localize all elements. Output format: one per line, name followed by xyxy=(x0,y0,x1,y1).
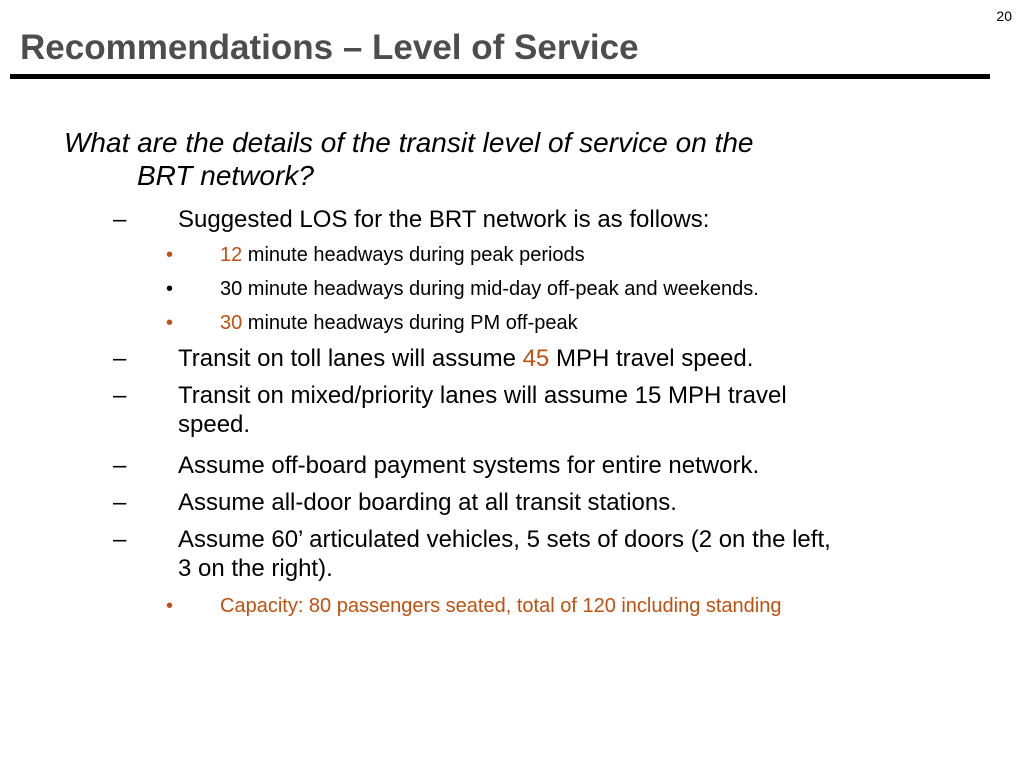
peak-headway-text xyxy=(220,243,585,267)
pm-headway-value: 30 xyxy=(220,312,243,334)
toll-lanes-speed-value: 45 xyxy=(522,345,550,372)
toll-lanes-before: Transit on toll lanes will assume xyxy=(178,345,523,372)
dot-bullet: • xyxy=(166,595,174,617)
capacity-text: Capacity: 80 passengers seated, total of 120 including standing xyxy=(220,595,782,617)
toll-lanes-after: MPH travel speed. xyxy=(549,345,754,372)
dash-bullet: – xyxy=(113,206,127,233)
vehicles-line-2: 3 on the right). xyxy=(178,555,333,582)
pm-headway-label: minute headways during PM off-peak xyxy=(242,312,578,334)
midday-headway-text: 30 minute headways during mid-day off-peak and weekends. xyxy=(220,278,759,300)
payment-text: Assume off-board payment systems for entire network. xyxy=(178,452,760,479)
boarding-text: Assume all-door boarding at all transit stations. xyxy=(178,489,677,516)
dash-bullet: – xyxy=(113,526,127,553)
peak-headway-value: 12 xyxy=(220,244,243,266)
dash-bullet: – xyxy=(113,382,127,409)
dash-bullet: – xyxy=(113,452,127,479)
question-heading xyxy=(64,126,964,192)
dash-bullet: – xyxy=(113,345,127,372)
mixed-lanes-line-2: speed. xyxy=(178,411,251,438)
toll-lanes-text xyxy=(178,344,753,373)
peak-headway-label: minute headways during peak periods xyxy=(242,244,585,266)
pm-headway-text xyxy=(220,311,578,335)
question-line-1: What are the details of the transit level of service on the xyxy=(64,127,754,158)
mixed-lanes-text xyxy=(178,381,787,439)
dot-bullet: • xyxy=(166,278,174,300)
los-intro-text: Suggested LOS for the BRT network is as follows: xyxy=(178,206,710,233)
dash-bullet: – xyxy=(113,489,127,516)
dot-bullet: • xyxy=(166,312,174,334)
title-underline xyxy=(10,74,990,79)
question-line-2: BRT network? xyxy=(137,160,314,191)
mixed-lanes-line-1: Transit on mixed/priority lanes will assume 15 MPH travel xyxy=(178,382,787,409)
slide-title: Recommendations – Level of Service xyxy=(20,28,639,67)
page-number: 20 xyxy=(996,8,1012,24)
vehicles-text xyxy=(178,525,831,583)
dot-bullet: • xyxy=(166,244,174,266)
vehicles-line-1: Assume 60’ articulated vehicles, 5 sets of doors (2 on the left, xyxy=(178,526,831,553)
